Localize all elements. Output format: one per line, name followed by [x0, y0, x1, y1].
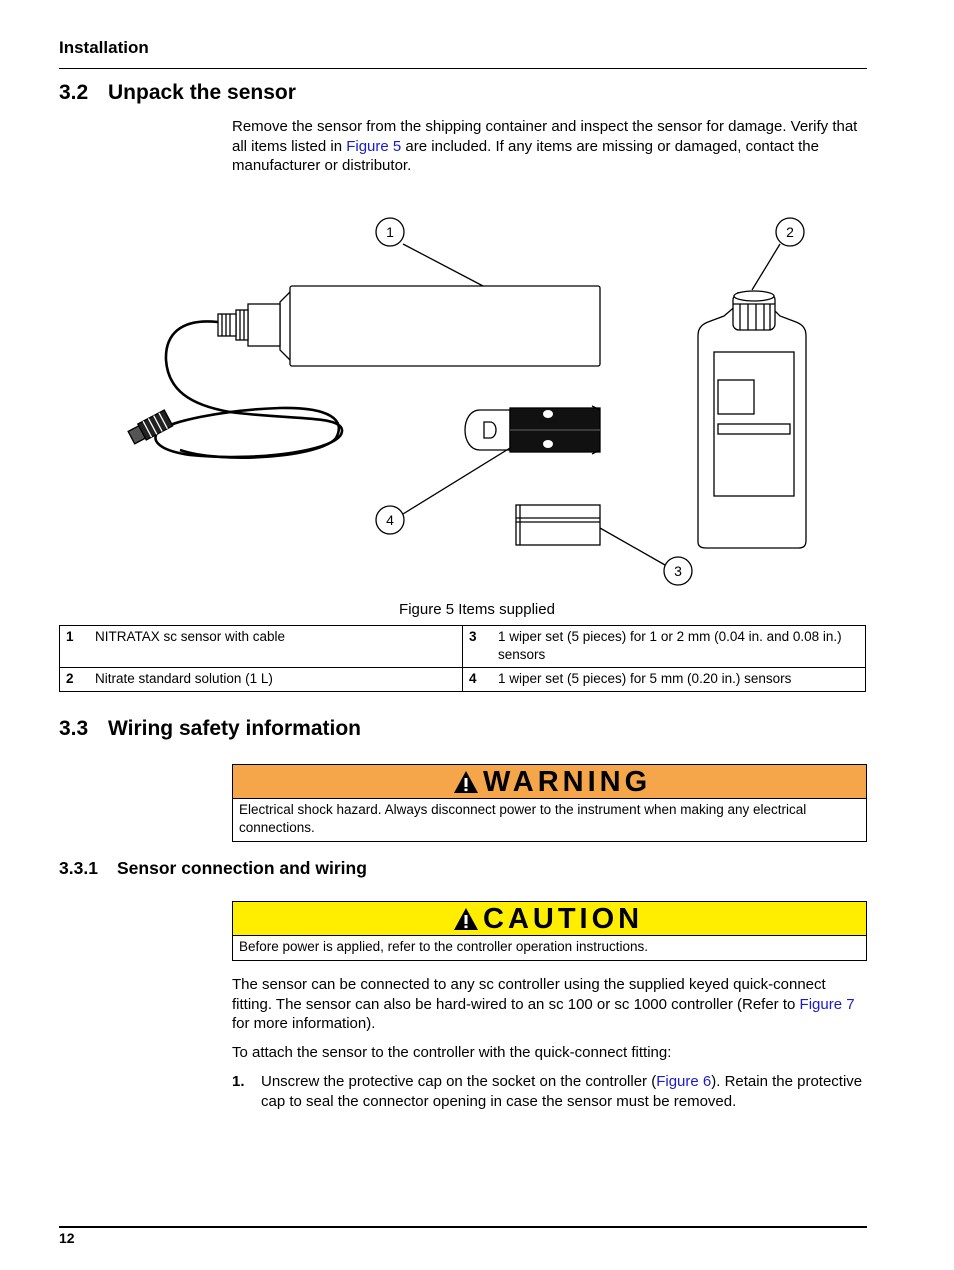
item-description: Nitrate standard solution (1 L) [95, 671, 273, 686]
figure-caption: Figure 5 Items supplied [399, 601, 555, 618]
caution-triangle-icon [453, 907, 479, 931]
intro-text-cont: are included. If any items are missing or damaged, contact the manufacturer or distributor. [232, 137, 819, 174]
callout-4: 4 [386, 512, 394, 528]
section-title: Unpack the sensor [108, 81, 296, 104]
item-description: 1 wiper set (5 pieces) for 1 or 2 mm (0.04 in. and 0.08 in.) sensors [498, 629, 842, 662]
sensor-body [290, 286, 600, 366]
caution-message: Before power is applied, refer to the controller operation instructions. [239, 939, 648, 954]
callout-3: 3 [674, 563, 682, 579]
footer-rule [59, 1226, 867, 1228]
caution-label: CAUTION [483, 902, 644, 935]
table-row [60, 668, 866, 692]
connection-text: The sensor can be connected to any sc controller using the supplied keyed quick-connect fitting. The sensor can also be hard-wired to an sc 100 or sc 1000 controller (Refer to [232, 976, 826, 1013]
section-heading-3-3 [59, 717, 361, 741]
attach-instructions-intro: To attach the sensor to the controller with the quick-connect fitting: [232, 1044, 672, 1061]
warning-message: Electrical shock hazard. Always disconnect power to the instrument when making any electrical connections. [239, 802, 807, 835]
caution-banner [233, 902, 866, 936]
figure-6-link[interactable]: Figure 6 [656, 1073, 712, 1090]
wiper-small [516, 505, 600, 545]
step-1 [232, 1072, 872, 1111]
warning-label: WARNING [483, 765, 652, 798]
connection-paragraph [232, 975, 868, 1034]
section-number: 3.3.1 [59, 858, 98, 878]
step-text [261, 1072, 872, 1111]
figure-5-illustration [100, 200, 860, 600]
page-number: 12 [59, 1230, 75, 1246]
items-supplied-drawing [100, 200, 860, 600]
figure-7-link[interactable]: Figure 7 [799, 995, 855, 1013]
item-description: 1 wiper set (5 pieces) for 5 mm (0.20 in.) sensors [498, 671, 792, 686]
wiper-large [465, 406, 600, 454]
table-cell [463, 626, 866, 668]
callout-2: 2 [786, 224, 794, 240]
step-text-b: ). Retain the protective cap to seal the connector opening in case the sensor must be removed. [261, 1073, 863, 1110]
warning-triangle-icon [453, 770, 479, 794]
item-number: 1 [66, 629, 74, 644]
table-cell [463, 668, 866, 692]
running-header: Installation [59, 38, 149, 57]
warning-notice [232, 764, 867, 842]
caution-notice [232, 901, 867, 961]
figure-5-link[interactable]: Figure 5 [346, 137, 402, 155]
connection-text-cont: for more information). [232, 1015, 376, 1032]
standard-solution-bottle [698, 291, 806, 548]
section-number: 3.3 [59, 717, 89, 740]
section-heading-3-3-1 [59, 858, 367, 879]
section-title: Wiring safety information [108, 717, 361, 740]
callout-1: 1 [386, 224, 394, 240]
table-row [60, 626, 866, 668]
table-cell [60, 626, 463, 668]
items-supplied-table [59, 625, 866, 692]
step-number: 1. [232, 1073, 245, 1090]
warning-banner [233, 765, 866, 799]
step-text-a: Unscrew the protective cap on the socket on the controller ( [261, 1073, 657, 1090]
section-title: Sensor connection and wiring [117, 858, 367, 878]
item-number: 2 [66, 671, 74, 686]
item-number: 3 [469, 629, 477, 644]
item-number: 4 [469, 671, 477, 686]
section-number: 3.2 [59, 81, 89, 104]
quick-connect-plug [127, 410, 173, 446]
intro-paragraph [232, 117, 862, 176]
section-heading-3-2 [59, 81, 296, 105]
item-description: NITRATAX sc sensor with cable [95, 629, 286, 644]
header-rule [59, 68, 867, 69]
table-cell [60, 668, 463, 692]
intro-text: Remove the sensor from the shipping container and inspect the sensor for damage. Verify that all items listed in [232, 118, 858, 155]
